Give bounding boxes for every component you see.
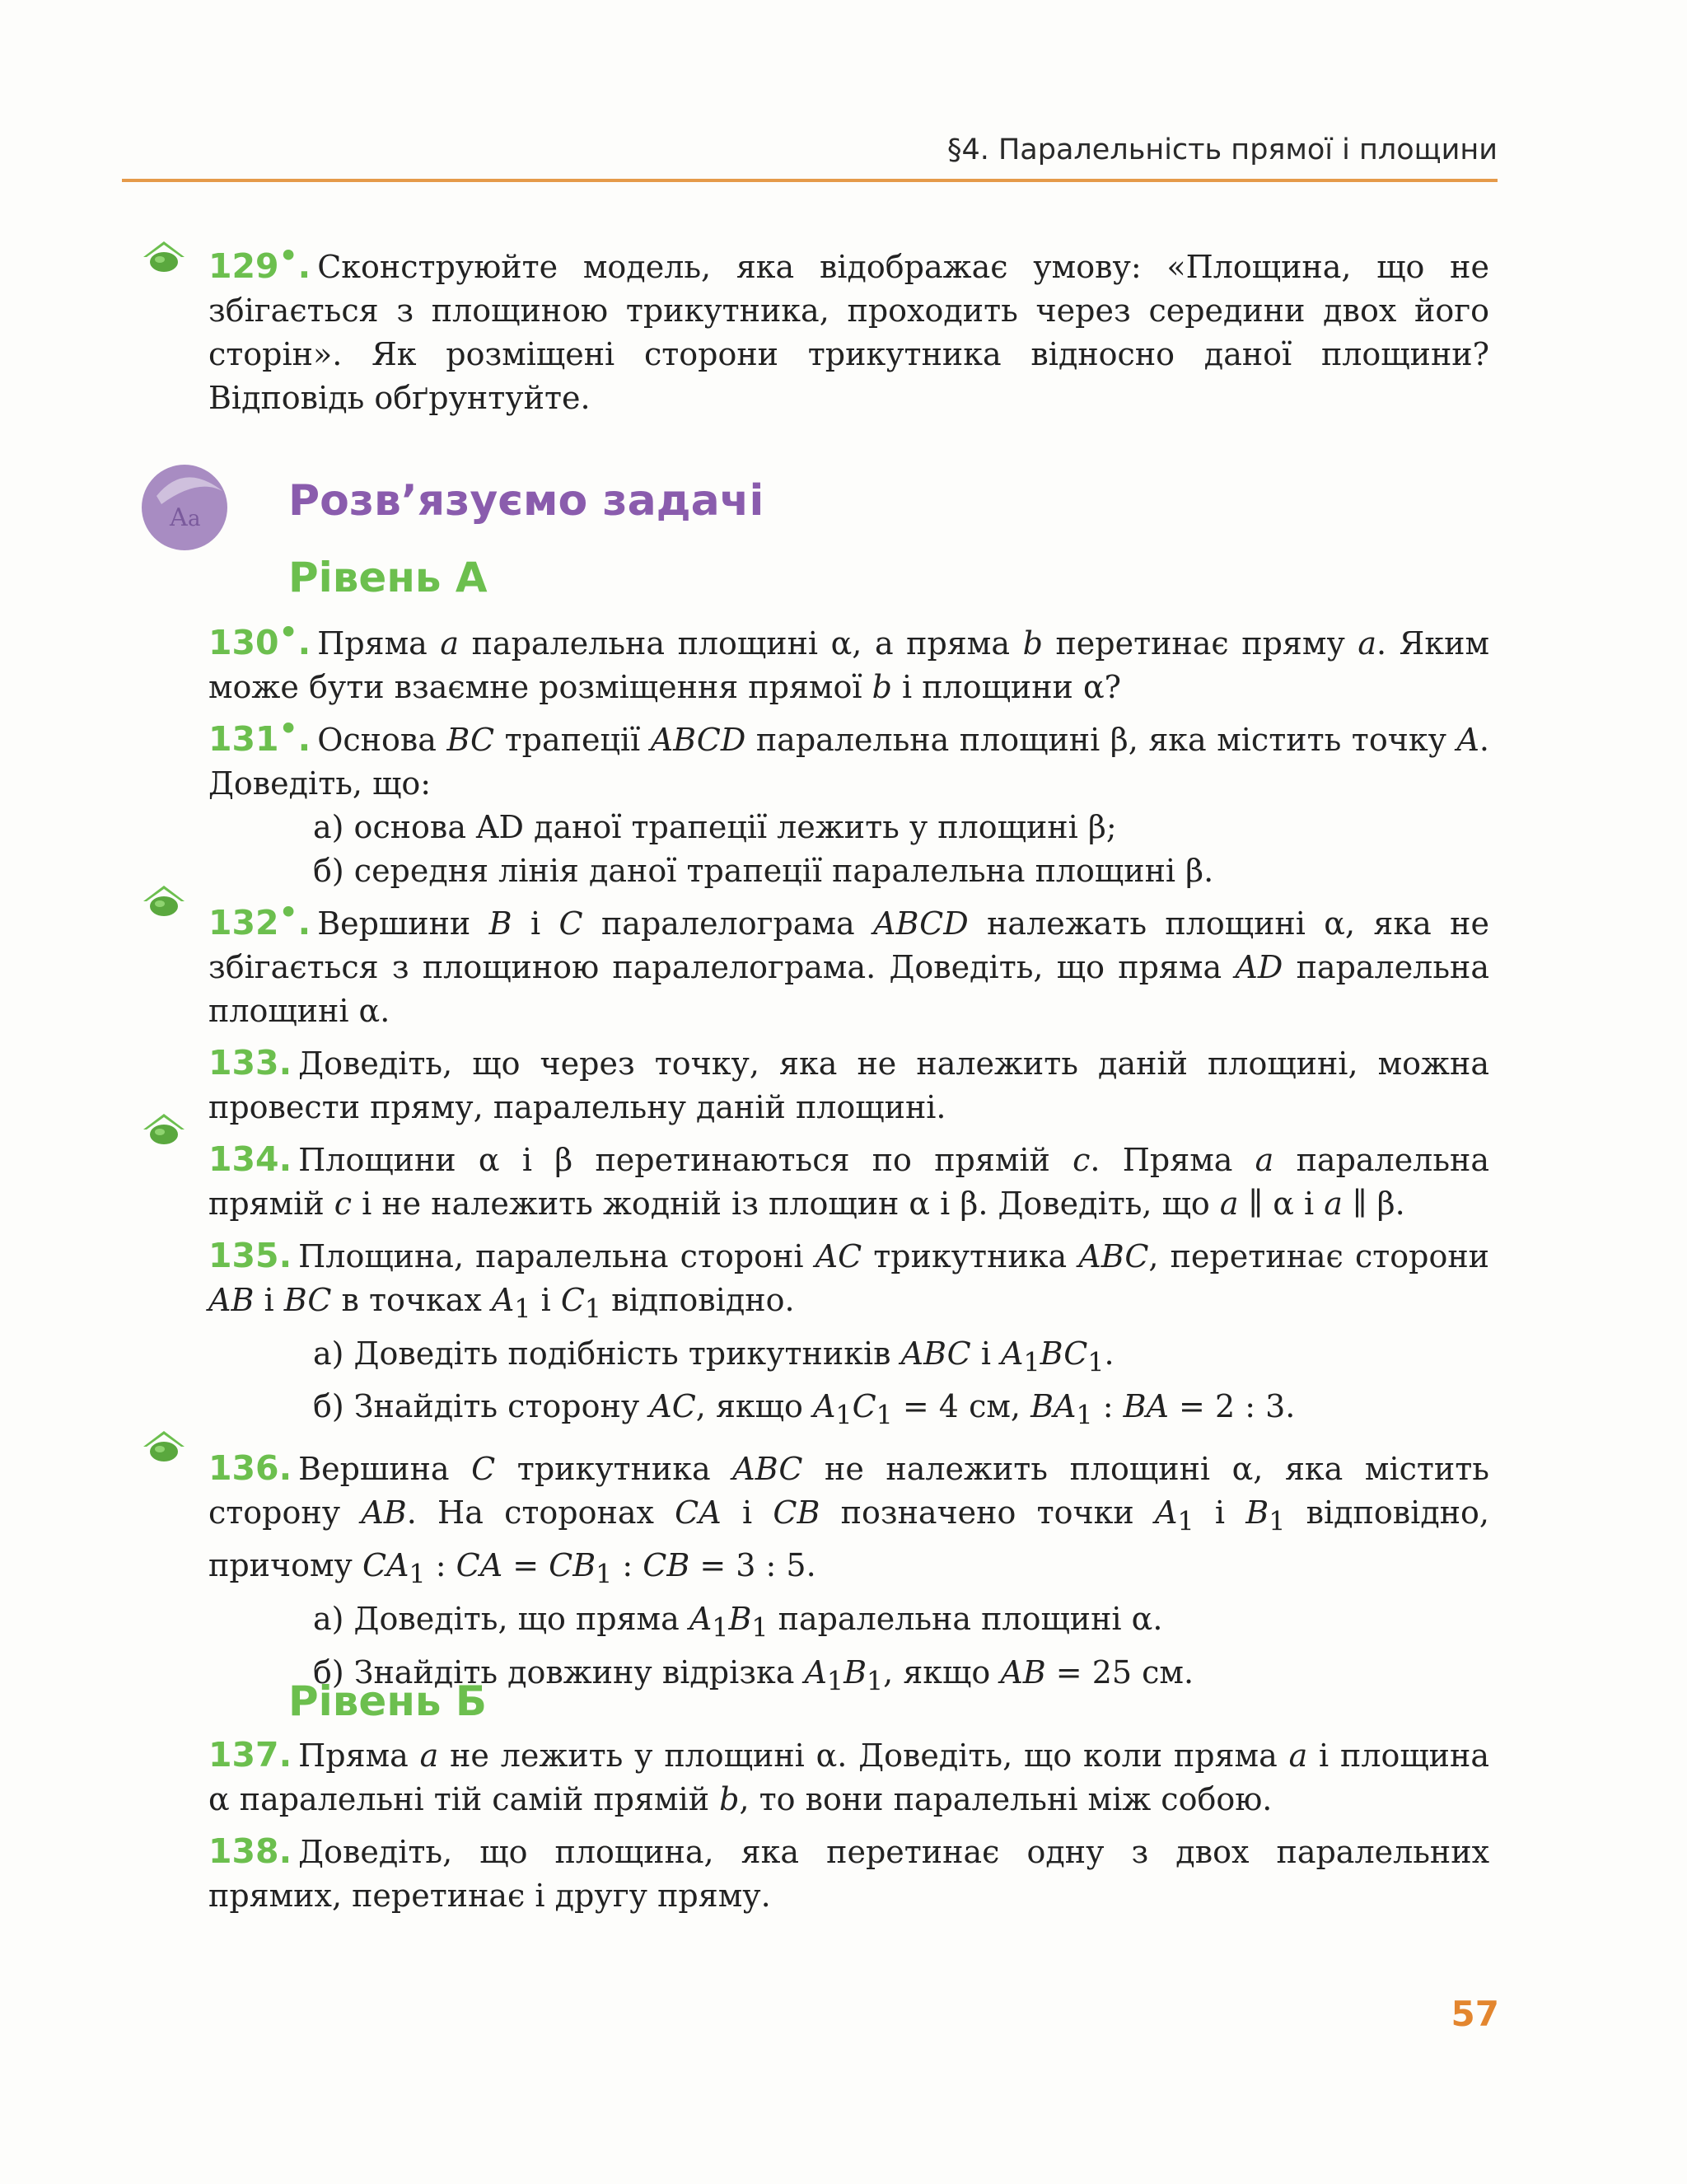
problem-132: 132•. Вершини B і C паралелограма ABCD належать площині α, яка не збігається з площиною паралелограма. Доведіть, що пряма AD паралельна площині α. xyxy=(208,896,1489,1029)
svg-text:a: a xyxy=(188,507,201,531)
page-number: 57 xyxy=(1451,1994,1499,2034)
problem-138: 138. Доведіть, що площина, яка перетинає одну з двох паралельних прямих, перетинає і другу пряму. xyxy=(208,1831,1489,1914)
section-title: Розв’язуємо задачі xyxy=(288,476,764,526)
problems-level-b xyxy=(208,1733,1489,1926)
problem-130: 130•. Пряма a паралельна площині α, а пряма b перетинає пряму a. Яким може бути взаємне розміщення прямої b і площини α? xyxy=(208,615,1489,705)
green-marker-icon xyxy=(142,883,186,919)
green-marker-icon xyxy=(142,1429,186,1465)
green-marker-icon xyxy=(142,1111,186,1148)
problem-134: 134. Площини α і β перетинаються по прямій c. Пряма a паралельна прямій c і не належить жодній із площин α і β. Доведіть, що a ∥ α і a ∥ β. xyxy=(208,1139,1489,1222)
problem-131-b: б) середня лінія даної трапеції паралельна площині β. xyxy=(313,853,1214,889)
level-a-heading: Рівень А xyxy=(288,554,488,601)
level-b-heading: Рівень Б xyxy=(288,1677,488,1725)
problem-137: 137. Пряма a не лежить у площині α. Доведіть, що коли пряма a і площина α паралельні тій самій прямій b, то вони паралельні між собою. xyxy=(208,1735,1489,1817)
green-marker-icon xyxy=(142,239,186,275)
problem-131-a: а) основа AD даної трапеції лежить у площині β; xyxy=(313,809,1117,845)
svg-text:A: A xyxy=(170,503,188,532)
section-letters-icon xyxy=(140,463,229,552)
running-header: §4. Паралельність прямої і площини xyxy=(946,133,1498,166)
problem-136: 136. Вершина C трикутника ABC не належить площині α, яка містить сторону AB. На сторонах CA і CB позначено точки $A_1$ і $B_1$ відповідно, причому $CA_1$ : CA = $CB_1$ : CB = 3 : 5. xyxy=(208,1447,1489,1590)
problem-135: 135. Площина, паралельна стороні AC трикутника ABC, перетинає сторони AB і BC в точках $A_1$ і $C_1$ відповідно. xyxy=(208,1236,1489,1325)
header-divider xyxy=(122,179,1498,182)
problem-131: 131•. Основа BC трапеції ABCD паралельна площині β, яка містить точку A. Доведіть, що: xyxy=(208,712,1489,802)
problem-129: 129•. Сконструюйте модель, яка відображає умову: «Площина, що не збігається з площиною трикутника, проходить через середини двох його сторін». Як розміщені сторони трикутника відносно даної площини? Відповідь обґрунтуйте. xyxy=(208,239,1489,416)
problems-level-a: 130•. Пряма a паралельна площині α, а пряма b перетинає пряму a. Яким може бути взаємне розміщення прямої b і площини α? 131•. Основа BC трапеції ABCD паралельна площині β, яка містить точку A. Доведіть, що: а) основа AD даної трапеції лежить у площині β; б) середня лінія даної трапеції паралельна площині β. 132•. Вершини B і C паралелограма ABCD належать площині α, яка не збігається з площиною паралелограма. Доведіть, що пряма AD паралельна площині α. 133. Доведіть, що через точку, яка не належить даній площині, можна провести пряму, паралельну даній площині. 134. Площини α і β перетинаються по прямій c. Пряма a паралельна прямій c і не належить жодній із площин α і β. Доведіть, що a ∥ α і a ∥ β. 135. Площина, паралельна стороні AC трикутника ABC, перетинає сторони AB і BC в точках $A_1$ і $C_1$ відповідно. а) Доведіть подібність трикутників ABC і $A_1BC_1$. б) Знайдіть сторону AC, якщо $A_1C_1 = 4$ см, $BA_1$ : BA = 2 : 3. 136. Вершина C трикутника ABC не належить площині α, яка містить сторону AB. На сторонах CA і CB позначено точки $A_1$ і $B_1$ відповідно, причому $CA_1$ : CA = $CB_1$ : CB = 3 : 5. а) Доведіть, що пряма $A_1B_1$ паралельна площині α. б) Знайдіть довжину відрізка $A_1B_1$, якщо AB = 25 см. xyxy=(208,615,1489,1697)
problem-133: 133. Доведіть, що через точку, яка не належить даній площині, можна провести пряму, паралельну даній площині. xyxy=(208,1043,1489,1125)
problem-129-text: Сконструюйте модель, яка відображає умову: «Площина, що не збігається з площиною трикутника, проходить через середини двох його сторін». Як розміщені сторони трикутника відносно даної площини? Відповідь обґрунтуйте. xyxy=(208,249,1489,416)
